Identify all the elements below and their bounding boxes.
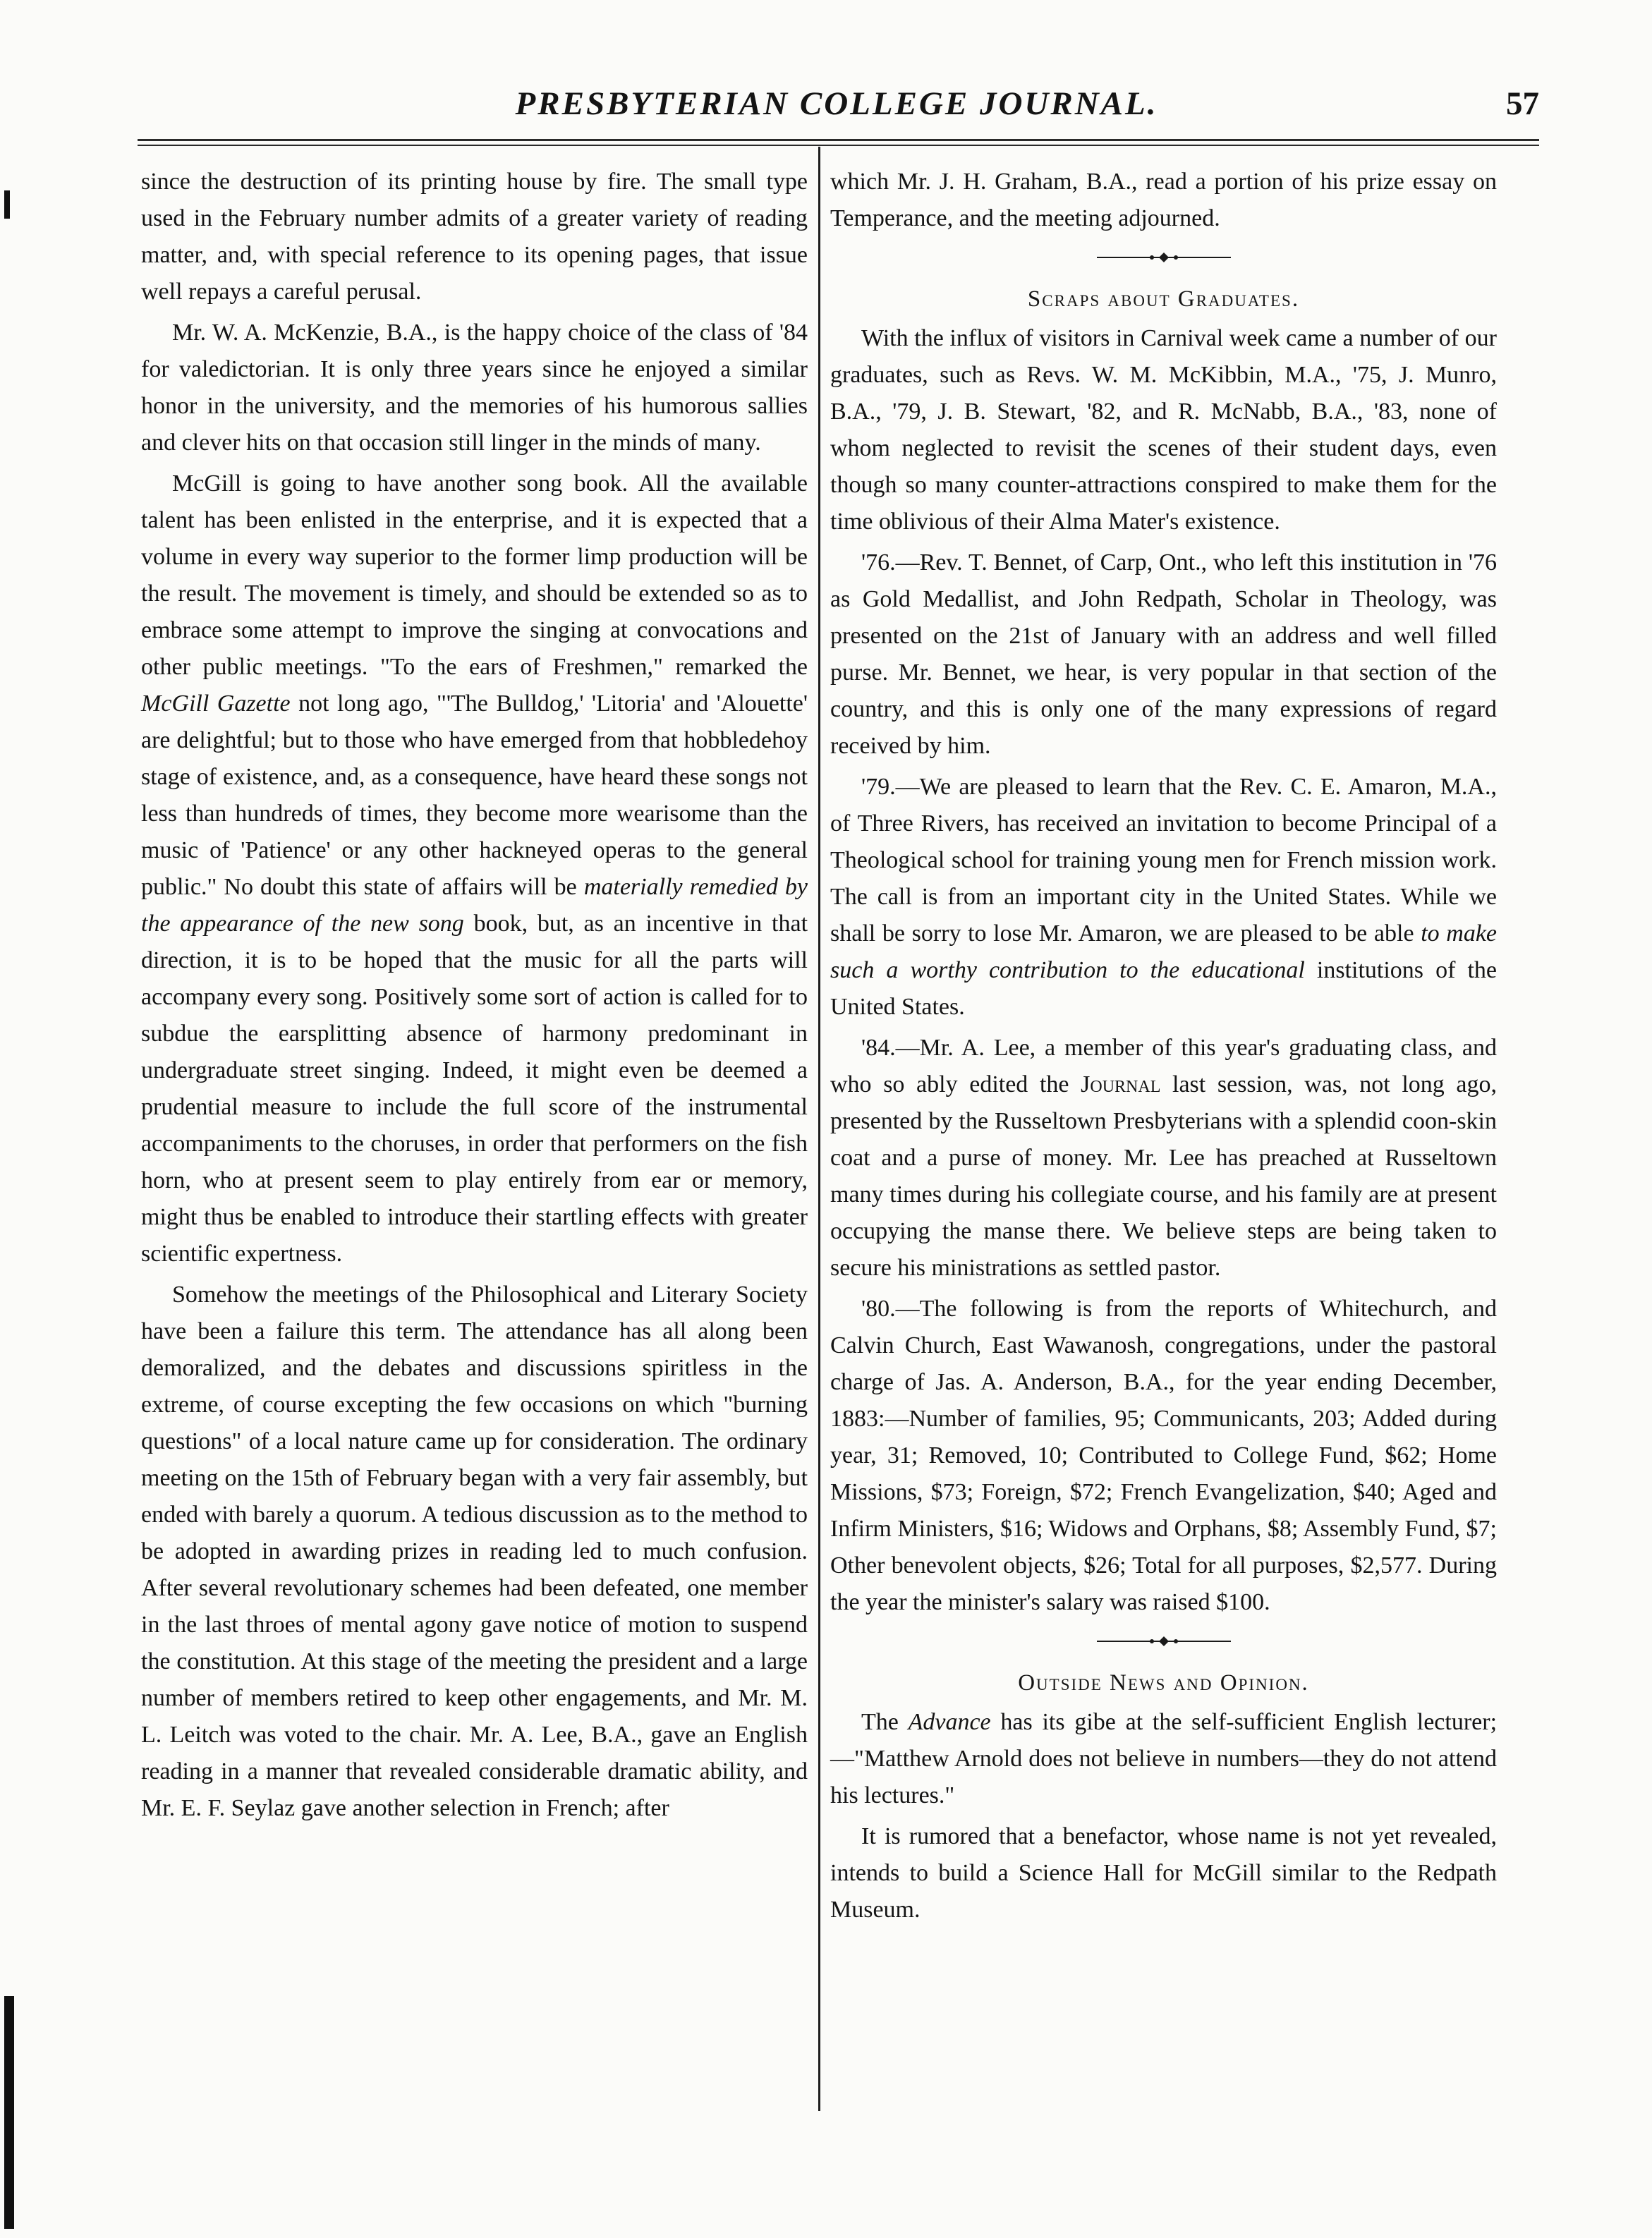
italic-title: McGill Gazette	[141, 691, 291, 717]
paragraph-lee	[830, 1030, 1497, 1287]
text-run: '79.—We are pleased to learn that the Rev. C. E. Amaron, M.A., of Three Rivers, has received an invitation to become Principal of a Theological school for training young men for French mission work. The call is from an important city in the United States. While we shall be sorry to lose Mr. Amaron, we are pleased to be able	[830, 774, 1497, 947]
right-column	[830, 164, 1497, 1933]
paragraph: which Mr. J. H. Graham, B.A., read a portion of his prize essay on Temperance, and the meeting adjourned.	[830, 169, 1497, 231]
text-run: not long ago, "'The Bulldog,' 'Litoria' and 'Alouette' are delightful; but to those who have emerged from that hobbledehoy stage of existence, and, as a consequence, have heard these songs not less than hundreds of times, they become more wearisome than the music of 'Patience' or any other hackneyed operas to the general public." No doubt this state of affairs will be	[141, 691, 808, 900]
paragraph: Mr. W. A. McKenzie, B.A., is the happy choice of the class of '84 for valedictorian. It is only three years since he enjoyed a similar honor in the university, and the memories of his humorous sallies and clever hits on that occasion still linger in the minds of many.	[141, 320, 808, 456]
paragraph: With the influx of visitors in Carnival week came a number of our graduates, such as Revs. W. M. McKibbin, M.A., '75, J. Munro, B.A., '79, J. B. Stewart, '82, and R. McNabb, B.A., '83, none of whom neglected to revisit the scenes of their student days, even though so many counter-attractions conspired to make them for the time oblivious of their Alma Mater's existence.	[830, 325, 1497, 535]
left-column	[141, 164, 808, 1831]
ornament-rule-icon	[1097, 250, 1231, 264]
column-divider	[818, 147, 820, 2111]
paragraph: '76.—Rev. T. Bennet, of Carp, Ont., who left this institution in '76 as Gold Medallist, and John Redpath, Scholar in Theology, was presented on the 21st of January with an address and well filled purse. Mr. Bennet, we hear, is very popular in that section of the country, and this is only one of the many expressions of regard received by him.	[830, 549, 1497, 759]
text-run: The	[861, 1709, 899, 1735]
paragraph: Somehow the meetings of the Philosophical and Literary Society have been a failure this term. The attendance has all along been demoralized, and the debates and discussions spiritless in the extreme, of course excepting the few occasions on which "burning questions" of a local nature came up for consideration. The ordinary meeting on the 15th of February began with a very fair assembly, but ended with barely a quorum. A tedious discussion as to the method to be adopted in awarding prizes in reading led to much confusion. After several revolutionary schemes had been defeated, one member in the last throes of mental agony gave notice of motion to suspend the constitution. At this stage of the meeting the president and a large number of members retired to keep other engagements, and Mr. M. L. Leitch was voted to the chair. Mr. A. Lee, B.A., gave an English reading in a manner that revealed considerable dramatic ability, and Mr. E. F. Seylaz gave another selection in French; after	[141, 1282, 808, 1821]
header-rule-top	[138, 139, 1539, 141]
paragraph: It is rumored that a benefactor, whose name is not yet revealed, intends to build a Science Hall for McGill similar to the Redpath Museum.	[830, 1823, 1497, 1923]
journal-smallcaps: Journal	[1081, 1071, 1161, 1097]
italic-phrase: to make such a worthy contribution to the educational	[830, 920, 1498, 983]
text-run: institutions of the United States.	[830, 957, 1498, 1020]
paragraph: '80.—The following is from the reports of Whitechurch, and Calvin Church, East Wawanosh, congregations, under the pastoral charge of Jas. A. Anderson, B.A., for the year ending December, 1883:—Number of families, 95; Communicants, 203; Added during year, 31; Removed, 10; Contributed to College Fund, $62; Home Missions, $73; Foreign, $72; French Evangelization, $40; Aged and Infirm Ministers, $16; Widows and Orphans, $8; Assembly Fund, $7; Other benevolent objects, $26; Total for all purposes, $2,577. During the year the minister's salary was raised $100.	[830, 1296, 1497, 1615]
ornament-rule-icon	[1097, 1634, 1231, 1648]
italic-title: Advance	[908, 1709, 991, 1735]
italic-phrase: materially remedied by the appearance of the new song	[141, 874, 808, 937]
margin-mark-bottom	[4, 1996, 14, 2229]
ornament-divider	[830, 1625, 1497, 1658]
text-run: last session, was, not long ago, presented by the Russeltown Presbyterians with a splendid coon-skin coat and a purse of money. Mr. Lee has preached at Russeltown many times during his collegiate course, and his family are at present occupying the manse there. We believe steps are being taken to secure his ministrations as settled pastor.	[830, 1071, 1498, 1281]
text-run: '84.—Mr. A. Lee, a member of this year's graduating class, and who so ably edited the	[830, 1035, 1497, 1097]
page-number: 57	[1506, 85, 1539, 122]
text-run: McGill is going to have another song book. All the available talent has been enlisted in the enterprise, and it is expected that a volume in every way superior to the former limp production will be the result. The movement is timely, and should be extended so as to embrace some attempt to improve the singing at convocations and other public meetings. "To the ears of Freshmen," remarked the	[141, 470, 808, 680]
journal-title: PRESBYTERIAN COLLEGE JOURNAL.	[515, 85, 1158, 122]
section-heading: Scraps about Graduates.	[1027, 286, 1300, 312]
margin-mark-top	[4, 190, 10, 219]
text-run: has its gibe at the self-sufficient English lecturer;—"Matthew Arnold does not believe in numbers—they do not attend his lectures."	[830, 1709, 1498, 1808]
section-heading: Outside News and Opinion.	[1018, 1670, 1309, 1696]
ornament-divider	[830, 241, 1497, 274]
text-run: book, but, as an incentive in that direction, it is to be hoped that the music for all the parts will accompany every song. Positively some sort of action is called for to subdue the earsplitting absence of harmony predominant in undergraduate street singing. Indeed, it might even be deemed a prudential measure to include the full score of the instrumental accompaniments to the choruses, in order that performers on the fish horn, who at present seem to play entirely from ear or memory, might thus be enabled to introduce their startling effects with greater scientific expertness.	[141, 911, 808, 1267]
page-header	[134, 85, 1539, 134]
header-rule-bottom	[138, 145, 1539, 146]
paragraph-amaron	[830, 769, 1497, 1026]
paragraph-advance	[830, 1704, 1497, 1814]
paragraph: since the destruction of its printing house by fire. The small type used in the February number admits of a greater variety of reading matter, and, with special reference to its opening pages, that issue well repays a careful perusal.	[141, 169, 808, 305]
paragraph-song-book	[141, 466, 808, 1272]
